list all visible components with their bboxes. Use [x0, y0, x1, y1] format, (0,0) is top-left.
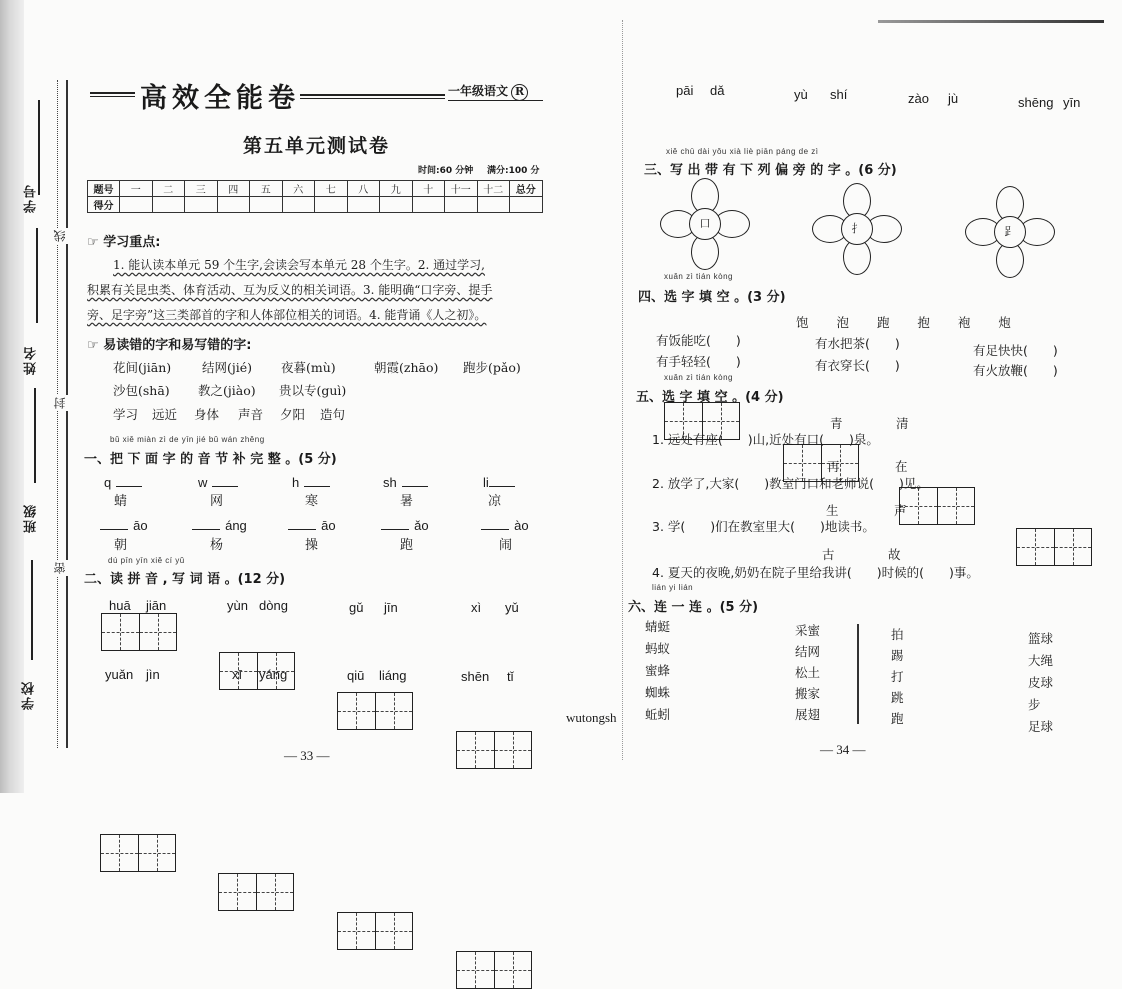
- syllable-prefix: w: [198, 475, 208, 490]
- pointing-hand-icon: ☞: [87, 235, 104, 250]
- scan-edge-mark: [878, 20, 1104, 23]
- score-header-cell: 十: [412, 181, 445, 197]
- q2-pinyin: dú pīn yīn xiě cí yǔ: [108, 556, 185, 565]
- q4-item[interactable]: 有足快快( ): [973, 343, 1058, 358]
- score-header-cell: 十一: [445, 181, 478, 197]
- score-header-cell: 题号: [88, 181, 120, 197]
- q5-sentence[interactable]: 4. 夏天的夜晚,奶奶在院子里给我讲( )时候的( )事。: [652, 565, 979, 580]
- q1-char: 暑: [400, 494, 414, 509]
- school-line: [31, 560, 33, 660]
- word-pinyin: yǔ: [505, 600, 519, 615]
- q5-pinyin: xuǎn zì tián kòng: [664, 373, 733, 382]
- answer-blank[interactable]: [288, 518, 316, 530]
- word-pinyin: huā: [109, 598, 131, 613]
- answer-blank[interactable]: [381, 518, 409, 530]
- mistake-word: 夜暮(mù): [281, 360, 336, 375]
- score-input-cell[interactable]: [380, 197, 413, 213]
- score-header-cell: 七: [315, 181, 348, 197]
- page-title: 第五单元测试卷: [243, 135, 391, 157]
- q1-char: 朝: [114, 538, 128, 553]
- answer-blank[interactable]: [212, 475, 238, 487]
- answer-blank[interactable]: [489, 475, 515, 487]
- syllable-suffix: āo: [133, 518, 148, 533]
- word-pinyin: yùn: [227, 598, 248, 613]
- word-pinyin: dòng: [259, 598, 288, 613]
- q5-option: 再: [827, 459, 840, 474]
- q4-item[interactable]: 有饭能吃( ): [656, 333, 741, 348]
- mistake-word: 结网(jié): [202, 360, 253, 375]
- score-input-cell[interactable]: [152, 197, 185, 213]
- mistake-word: 沙包(shā): [113, 383, 170, 398]
- match-item[interactable]: 足球: [1028, 719, 1054, 734]
- tianzi-box[interactable]: [899, 487, 975, 525]
- seal-char-line: 线: [53, 230, 67, 242]
- edition-r-icon: R: [511, 84, 528, 101]
- match-item[interactable]: 蜜蜂: [645, 663, 671, 678]
- name-label: 姓名: [24, 345, 39, 375]
- q5-option: 在: [895, 459, 908, 474]
- q1-grid: [100, 472, 550, 552]
- match-item[interactable]: 蚂蚁: [645, 641, 671, 656]
- class-label: 班级: [24, 503, 39, 533]
- score-input-cell[interactable]: [250, 197, 283, 213]
- q1-heading: 一、把 下 面 字 的 音 节 补 完 整 。(5 分): [84, 452, 337, 467]
- header-rule-right: [448, 100, 543, 101]
- answer-blank[interactable]: [116, 475, 142, 487]
- q1-char: 跑: [400, 538, 414, 553]
- focus-heading-text: 学习重点:: [103, 235, 161, 250]
- q3-pinyin: xiě chū dài yǒu xià liè piān páng de zì: [666, 147, 819, 156]
- tianzi-box[interactable]: [337, 912, 413, 950]
- mistake-word: 声音: [238, 407, 264, 422]
- q1-item: [383, 472, 428, 491]
- radical-center: 𧾷: [994, 216, 1026, 248]
- syllable-suffix: ào: [514, 518, 529, 533]
- radical-flower: [965, 186, 1055, 278]
- q4-item[interactable]: 有水把茶( ): [815, 336, 900, 351]
- score-header-cell: 五: [250, 181, 283, 197]
- name-line: [36, 228, 38, 323]
- header-rule-mid: [300, 94, 445, 99]
- q1-char: 操: [305, 538, 319, 553]
- q1-char: 寒: [305, 494, 319, 509]
- q2-heading: 二、读 拼 音 , 写 词 语 。(12 分): [84, 572, 286, 587]
- school-label: 学校: [22, 680, 37, 710]
- q4-item[interactable]: 有手轻轻( ): [656, 354, 741, 369]
- q5-option: 清: [896, 416, 909, 431]
- q5-option: 古: [822, 547, 835, 562]
- score-input-cell[interactable]: [282, 197, 315, 213]
- score-input-cell[interactable]: [412, 197, 445, 213]
- seal-char-close: 密: [53, 562, 67, 574]
- answer-blank[interactable]: [481, 518, 509, 530]
- q1-char: 凉: [488, 494, 502, 509]
- score-input-cell[interactable]: [185, 197, 218, 213]
- syllable-suffix: áng: [225, 518, 247, 533]
- seal-char-seal: 封: [53, 397, 67, 409]
- watermark: wutongsh: [566, 710, 617, 725]
- word-pinyin: yuǎn: [105, 667, 134, 682]
- tianzi-box[interactable]: [100, 834, 176, 872]
- syllable-suffix: ǎo: [414, 518, 429, 533]
- q1-item: [192, 515, 247, 534]
- syllable-prefix: q: [104, 475, 112, 490]
- score-input-cell[interactable]: [347, 197, 380, 213]
- match-item[interactable]: 搬家: [795, 686, 821, 701]
- grade-label: 一年级语文: [448, 84, 509, 98]
- word-pinyin: zào: [908, 91, 929, 106]
- q4-heading: 四、选 字 填 空 。(3 分): [638, 290, 786, 305]
- match-item[interactable]: 蜻蜓: [645, 619, 671, 634]
- radical-flower: [660, 178, 750, 270]
- match-item[interactable]: 打: [891, 669, 904, 684]
- match-item[interactable]: 大绳: [1028, 653, 1054, 668]
- q1-char: 蜻: [114, 494, 128, 509]
- focus-heading: [87, 231, 160, 250]
- score-table-score-row: [88, 197, 543, 213]
- word-pinyin: yáng: [259, 667, 288, 682]
- word-pinyin: pāi: [676, 83, 694, 98]
- page-fold-line: [622, 20, 623, 760]
- syllable-prefix: li: [483, 475, 489, 490]
- q1-item: [198, 472, 238, 491]
- match-col-verbs: [891, 624, 904, 729]
- word-pinyin: xì: [471, 600, 482, 615]
- q1-item: [381, 515, 429, 534]
- q5-option: 青: [830, 416, 843, 431]
- mistake-word: 学习: [113, 407, 139, 422]
- word-pinyin: dǎ: [710, 83, 725, 98]
- radical-center: 口: [689, 208, 721, 240]
- q1-item: [104, 472, 142, 491]
- score-header-cell: 二: [152, 181, 185, 197]
- q5-sentence[interactable]: 3. 学( )们在教室里大( )地读书。: [652, 519, 875, 534]
- word-pinyin: qiū: [347, 668, 365, 683]
- page-number-right: — 34 —: [820, 742, 866, 757]
- q5-option: 故: [888, 547, 901, 562]
- q3-heading: 三、写 出 带 有 下 列 偏 旁 的 字 。(6 分): [644, 163, 897, 178]
- mistake-word: 花间(jiān): [113, 360, 172, 375]
- word-pinyin: shēn: [461, 669, 490, 684]
- q6-heading: 六、连 一 连 。(5 分): [628, 600, 759, 615]
- tianzi-box[interactable]: [218, 873, 294, 911]
- radical-flower: [812, 183, 902, 275]
- q4-item[interactable]: 有火放鞭( ): [973, 363, 1058, 378]
- q4-pinyin: xuǎn zì tián kòng: [664, 272, 733, 281]
- word-pinyin: jìn: [146, 667, 160, 682]
- q1-item: [288, 515, 336, 534]
- q5-heading: 五、选 字 填 空 。(4 分): [636, 390, 784, 405]
- score-input-cell[interactable]: [510, 197, 543, 213]
- grade-badge: [448, 80, 528, 101]
- page-number-left: — 33 —: [284, 748, 330, 763]
- mistake-word: 教之(jiào): [198, 383, 256, 398]
- score-input-cell[interactable]: [445, 197, 478, 213]
- answer-blank[interactable]: [100, 518, 128, 530]
- mistake-word: 夕阳: [280, 407, 306, 422]
- mistake-word: 朝霞(zhāo): [374, 360, 439, 375]
- mistakes-heading-text: 易读错的字和易写错的字:: [103, 338, 252, 353]
- student-id-line: [38, 100, 40, 195]
- q1-item: [292, 472, 330, 491]
- q4-item[interactable]: 有衣穿长( ): [815, 358, 900, 373]
- score-input-cell[interactable]: [315, 197, 348, 213]
- match-item[interactable]: 蚯蚓: [645, 707, 671, 722]
- q1-char: 网: [210, 494, 224, 509]
- word-pinyin: tǐ: [507, 669, 514, 684]
- score-header-cell: 八: [347, 181, 380, 197]
- focus-line: 旁、足字旁”这三类部首的字和人体部位相关的词语。4. 能背诵《人之初》。: [87, 308, 487, 322]
- q5-sentence[interactable]: 2. 放学了,大家( )教室门口和老师说( )见。: [652, 476, 929, 491]
- focus-line: 积累有关昆虫类、体育活动、互为反义的相关词语。3. 能明确“口字旁、提手: [87, 283, 493, 297]
- score-input-cell[interactable]: [477, 197, 510, 213]
- score-header-cell: 一: [120, 181, 153, 197]
- q1-item: [483, 472, 515, 491]
- match-divider: [857, 624, 859, 724]
- word-pinyin: gǔ: [349, 600, 364, 615]
- score-input-cell[interactable]: [217, 197, 250, 213]
- score-label: 满分:100 分: [487, 166, 540, 176]
- mistake-word: 身体: [194, 407, 220, 422]
- mistake-word: 跑步(pǎo): [463, 360, 521, 375]
- time-label: 时间:60 分钟: [418, 166, 474, 176]
- word-pinyin: jù: [948, 91, 959, 106]
- match-item[interactable]: 篮球: [1028, 631, 1054, 646]
- match-item[interactable]: 拍: [891, 627, 904, 642]
- pointing-hand-icon: ☞: [87, 338, 104, 353]
- focus-line: 1. 能认读本单元 59 个生字,会读会写本单元 28 个生字。2. 通过学习,: [113, 258, 485, 272]
- score-header-cell: 十二: [477, 181, 510, 197]
- word-pinyin: yù: [794, 87, 808, 102]
- match-item[interactable]: 采蜜: [795, 623, 821, 638]
- score-row-label: 得分: [88, 197, 120, 213]
- match-item[interactable]: 松土: [795, 665, 821, 680]
- tianzi-box[interactable]: [456, 731, 532, 769]
- seal-dotted-line: [57, 80, 58, 748]
- syllable-prefix: sh: [383, 475, 397, 490]
- match-item[interactable]: 皮球: [1028, 675, 1054, 690]
- mistake-word: 造句: [320, 407, 346, 422]
- mistake-word: 贵以专(guì): [279, 383, 347, 398]
- match-item[interactable]: 展翅: [795, 707, 821, 722]
- q4-options: 饱 泡 跑 抱 袍 炮: [796, 315, 1023, 330]
- focus-paragraph: [87, 253, 543, 328]
- match-item[interactable]: 步: [1028, 697, 1041, 712]
- word-pinyin: yīn: [1063, 95, 1081, 110]
- score-header-cell: 三: [185, 181, 218, 197]
- match-item[interactable]: 踢: [891, 648, 904, 663]
- score-header-cell: 总分: [510, 181, 543, 197]
- tianzi-box[interactable]: [101, 613, 177, 651]
- scan-binding-shadow: [0, 0, 24, 793]
- header-rule-left: [90, 92, 135, 97]
- score-header-cell: 九: [380, 181, 413, 197]
- match-col-insects: [645, 616, 670, 726]
- score-input-cell[interactable]: [120, 197, 153, 213]
- word-pinyin: jīn: [384, 600, 398, 615]
- score-header-cell: 六: [282, 181, 315, 197]
- syllable-prefix: h: [292, 475, 300, 490]
- answer-blank[interactable]: [192, 518, 220, 530]
- word-pinyin: liáng: [379, 668, 407, 683]
- mistake-word: 远近: [152, 407, 178, 422]
- q5-sentence[interactable]: 1. 远处有座( )山,近处有口( )泉。: [652, 432, 879, 447]
- q1-char: 杨: [210, 538, 224, 553]
- mistakes-heading: [87, 334, 251, 353]
- tianzi-box[interactable]: [1016, 528, 1092, 566]
- seal-solid-line: [66, 80, 68, 748]
- score-header-cell: 四: [217, 181, 250, 197]
- match-item[interactable]: 跑: [891, 711, 904, 726]
- word-pinyin: shēng: [1018, 95, 1054, 110]
- match-item[interactable]: 跳: [891, 690, 904, 705]
- radical-center: 扌: [841, 213, 873, 245]
- q5-option: 生: [826, 503, 839, 518]
- student-id-label: 学号: [24, 183, 39, 213]
- q6-pinyin: lián yi lián: [652, 583, 694, 592]
- match-col-actions: [795, 620, 820, 725]
- class-line: [34, 388, 36, 483]
- q1-pinyin: bǔ xiě miàn zì de yīn jié bǔ wán zhěng: [110, 435, 265, 444]
- q1-item: [100, 515, 148, 534]
- match-item[interactable]: 蜘蛛: [645, 685, 671, 700]
- match-item[interactable]: 结网: [795, 644, 821, 659]
- q1-item: [481, 515, 529, 534]
- score-table: [87, 180, 543, 213]
- tianzi-box[interactable]: [456, 951, 532, 989]
- q5-option: 声: [894, 503, 907, 518]
- word-pinyin: shí: [830, 87, 848, 102]
- answer-blank[interactable]: [402, 475, 428, 487]
- answer-blank[interactable]: [304, 475, 330, 487]
- match-col-objects: [1028, 628, 1053, 738]
- word-pinyin: xī: [232, 667, 243, 682]
- brand-title: 高效全能卷: [140, 83, 300, 114]
- syllable-suffix: āo: [321, 518, 336, 533]
- score-table-header-row: [88, 181, 543, 197]
- word-pinyin: jiān: [146, 598, 167, 613]
- tianzi-box[interactable]: [337, 692, 413, 730]
- q1-char: 闹: [499, 538, 513, 553]
